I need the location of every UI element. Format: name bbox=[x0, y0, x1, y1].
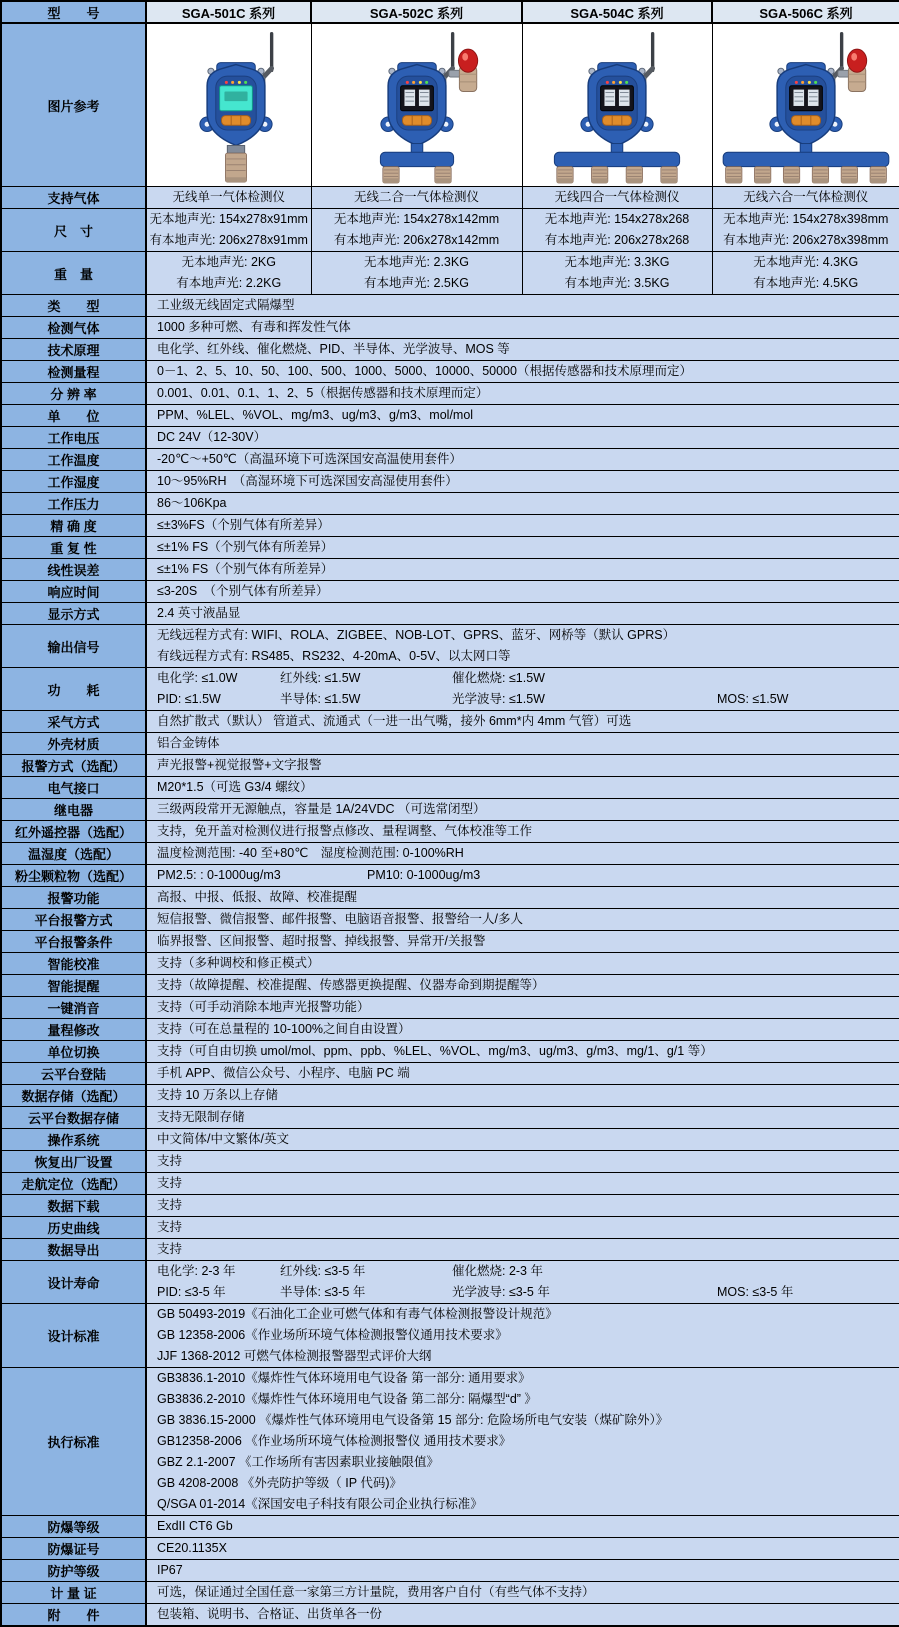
spec-cell bbox=[146, 471, 899, 493]
row-label: 计 量 证 bbox=[1, 1582, 146, 1604]
model-header-label: 型 号 bbox=[1, 1, 146, 23]
image-row bbox=[1, 23, 899, 187]
spec-cell bbox=[146, 493, 899, 515]
spec-cell bbox=[146, 733, 899, 755]
spec-text-line: IP67 bbox=[147, 1560, 899, 1581]
spec-text-line: 0－1、2、5、10、50、100、500、1000、5000、10000、50000（根据传感器和技术原理而定） bbox=[147, 361, 899, 382]
spec-text-line bbox=[147, 865, 899, 886]
spec-text-line bbox=[147, 1261, 899, 1282]
spec-row bbox=[1, 187, 899, 209]
spec-segment: PM10: 0-1000ug/m3 bbox=[367, 865, 480, 886]
spec-text-line: GB3836.2-2010《爆炸性气体环境用电气设备 第二部分: 隔爆型“d” 》 bbox=[147, 1389, 899, 1410]
row-label: 温湿度（选配） bbox=[1, 843, 146, 865]
spec-row bbox=[1, 295, 899, 317]
spec-segment: 光学波导: ≤3-5 年 bbox=[452, 1282, 717, 1303]
row-label: 分 辨 率 bbox=[1, 383, 146, 405]
spec-text-line: 有本地声光: 2.5KG bbox=[312, 273, 522, 294]
spec-row bbox=[1, 405, 899, 427]
row-label: 功 耗 bbox=[1, 668, 146, 711]
row-label: 云平台数据存储 bbox=[1, 1107, 146, 1129]
row-label: 重 量 bbox=[1, 252, 146, 295]
row-label: 报警方式（选配） bbox=[1, 755, 146, 777]
device-image-sga-504c bbox=[522, 23, 712, 187]
spec-text-line: ≤±1% FS（个别气体有所差异） bbox=[147, 537, 899, 558]
spec-cell bbox=[146, 559, 899, 581]
spec-cell bbox=[146, 668, 899, 711]
spec-cell bbox=[146, 317, 899, 339]
model-header-sga-504c: SGA-504C 系列 bbox=[522, 1, 712, 23]
spec-cell bbox=[522, 252, 712, 295]
spec-text-line: 无本地声光: 2KG bbox=[147, 252, 311, 273]
row-label: 工作湿度 bbox=[1, 471, 146, 493]
row-label: 电气接口 bbox=[1, 777, 146, 799]
spec-text-line bbox=[147, 689, 899, 710]
spec-row bbox=[1, 711, 899, 733]
spec-cell bbox=[146, 821, 899, 843]
spec-row bbox=[1, 1304, 899, 1368]
spec-text-line: GB 50493-2019《石油化工企业可燃气体和有毒气体检测报警设计规范》 bbox=[147, 1304, 899, 1325]
spec-cell bbox=[146, 1261, 899, 1304]
spec-row bbox=[1, 909, 899, 931]
spec-segment: PID: ≤3-5 年 bbox=[157, 1282, 280, 1303]
row-label: 数据导出 bbox=[1, 1239, 146, 1261]
spec-row bbox=[1, 449, 899, 471]
spec-text-line: ≤3-20S （个别气体有所差异） bbox=[147, 581, 899, 602]
spec-row bbox=[1, 887, 899, 909]
spec-cell bbox=[146, 361, 899, 383]
spec-cell bbox=[311, 209, 522, 252]
spec-text-line: 1000 多种可燃、有毒和挥发性气体 bbox=[147, 317, 899, 338]
spec-row bbox=[1, 427, 899, 449]
spec-cell bbox=[146, 209, 311, 252]
spec-cell bbox=[146, 1085, 899, 1107]
spec-segment: PM2.5: : 0-1000ug/m3 bbox=[157, 865, 367, 886]
spec-row bbox=[1, 821, 899, 843]
spec-segment: 红外线: ≤1.5W bbox=[280, 668, 452, 689]
spec-text-line: 有本地声光: 206x278x268 bbox=[523, 230, 712, 251]
row-label: 数据存储（选配） bbox=[1, 1085, 146, 1107]
spec-cell bbox=[146, 537, 899, 559]
spec-cell bbox=[146, 339, 899, 361]
row-label: 尺 寸 bbox=[1, 209, 146, 252]
spec-segment: 光学波导: ≤1.5W bbox=[452, 689, 717, 710]
spec-cell bbox=[146, 1582, 899, 1604]
spec-text-line: 铝合金铸体 bbox=[147, 733, 899, 754]
row-label: 单位切换 bbox=[1, 1041, 146, 1063]
spec-cell bbox=[712, 187, 899, 209]
spec-text-line: 自然扩散式（默认） 管道式、流通式（一进一出气嘴，接外 6mm*内 4mm 气管）可选 bbox=[147, 711, 899, 732]
model-header-sga-502c: SGA-502C 系列 bbox=[311, 1, 522, 23]
spec-row bbox=[1, 1582, 899, 1604]
row-label: 支持气体 bbox=[1, 187, 146, 209]
row-label: 精 确 度 bbox=[1, 515, 146, 537]
spec-row bbox=[1, 493, 899, 515]
spec-text-line: 支持（可在总量程的 10-100%之间自由设置） bbox=[147, 1019, 899, 1040]
spec-row bbox=[1, 1085, 899, 1107]
spec-row bbox=[1, 209, 899, 252]
row-label: 图片参考 bbox=[1, 23, 146, 187]
row-label: 报警功能 bbox=[1, 887, 146, 909]
spec-text-line: ExdII CT6 Gb bbox=[147, 1516, 899, 1537]
spec-cell bbox=[146, 1107, 899, 1129]
spec-row bbox=[1, 603, 899, 625]
row-label: 显示方式 bbox=[1, 603, 146, 625]
spec-cell bbox=[146, 295, 899, 317]
spec-cell bbox=[146, 187, 311, 209]
spec-text-line: 无线二合一气体检测仪 bbox=[312, 187, 522, 208]
spec-text-line: 支持（可自由切换 umol/mol、ppm、ppb、%LEL、%VOL、mg/m3、ug/m3、g/m3、mg/1、g/1 等） bbox=[147, 1041, 899, 1062]
spec-text-line: 支持 bbox=[147, 1151, 899, 1172]
spec-text-line: 支持 bbox=[147, 1217, 899, 1238]
spec-row bbox=[1, 1217, 899, 1239]
row-label: 历史曲线 bbox=[1, 1217, 146, 1239]
spec-text-line: ≤±1% FS（个别气体有所差异） bbox=[147, 559, 899, 580]
row-label: 工作压力 bbox=[1, 493, 146, 515]
spec-segment: MOS: ≤1.5W bbox=[717, 689, 788, 710]
spec-cell bbox=[146, 1239, 899, 1261]
row-label: 设计寿命 bbox=[1, 1261, 146, 1304]
row-label: 继电器 bbox=[1, 799, 146, 821]
spec-cell bbox=[522, 209, 712, 252]
model-header-row bbox=[1, 1, 899, 23]
spec-segment: 红外线: ≤3-5 年 bbox=[280, 1261, 452, 1282]
row-label: 量程修改 bbox=[1, 1019, 146, 1041]
row-label: 执行标准 bbox=[1, 1368, 146, 1516]
spec-cell bbox=[146, 865, 899, 887]
spec-text-line: PPM、%LEL、%VOL、mg/m3、ug/m3、g/m3、mol/mol bbox=[147, 405, 899, 426]
spec-text-line: 高报、中报、低报、故障、校准提醒 bbox=[147, 887, 899, 908]
spec-text-line: 无本地声光: 154x278x91mm bbox=[147, 209, 311, 230]
spec-segment: 半导体: ≤3-5 年 bbox=[280, 1282, 452, 1303]
row-label: 恢复出厂设置 bbox=[1, 1151, 146, 1173]
spec-row bbox=[1, 997, 899, 1019]
spec-cell bbox=[146, 1019, 899, 1041]
spec-text-line: 支持（故障提醒、校准提醒、传感器更换提醒、仪器寿命到期提醒等） bbox=[147, 975, 899, 996]
spec-text-line: JJF 1368-2012 可燃气体检测报警器型式评价大纲 bbox=[147, 1346, 899, 1367]
spec-text-line bbox=[147, 1282, 899, 1303]
spec-cell bbox=[146, 975, 899, 997]
row-label: 响应时间 bbox=[1, 581, 146, 603]
row-label: 平台报警条件 bbox=[1, 931, 146, 953]
spec-row bbox=[1, 1516, 899, 1538]
spec-segment: MOS: ≤3-5 年 bbox=[717, 1282, 793, 1303]
spec-row bbox=[1, 1368, 899, 1516]
spec-text-line: GBZ 2.1-2007 《工作场所有害因素职业接触限值》 bbox=[147, 1452, 899, 1473]
row-label: 平台报警方式 bbox=[1, 909, 146, 931]
spec-row bbox=[1, 953, 899, 975]
row-label: 单 位 bbox=[1, 405, 146, 427]
row-label: 粉尘颗粒物（选配） bbox=[1, 865, 146, 887]
spec-row bbox=[1, 361, 899, 383]
spec-cell bbox=[146, 777, 899, 799]
device-illustration-sga-502c bbox=[328, 96, 506, 113]
spec-text-line: Q/SGA 01-2014《深国安电子科技有限公司企业执行标准》 bbox=[147, 1494, 899, 1515]
spec-text-line: 无线远程方式有: WIFI、ROLA、ZIGBEE、NOB-LOT、GPRS、蓝牙、网桥等（默认 GPRS） bbox=[147, 625, 899, 646]
spec-text-line: GB 4208-2008 《外壳防护等级（ IP 代码)》 bbox=[147, 1473, 899, 1494]
spec-segment: PID: ≤1.5W bbox=[157, 689, 280, 710]
spec-cell bbox=[146, 383, 899, 405]
spec-cell bbox=[146, 755, 899, 777]
spec-text-line: 有线远程方式有: RS485、RS232、4-20mA、0-5V、以太网口等 bbox=[147, 646, 899, 667]
device-image-sga-502c bbox=[311, 23, 522, 187]
spec-text-line: GB3836.1-2010《爆炸性气体环境用电气设备 第一部分: 通用要求》 bbox=[147, 1368, 899, 1389]
spec-text-line: 声光报警+视觉报警+文字报警 bbox=[147, 755, 899, 776]
row-label: 工作温度 bbox=[1, 449, 146, 471]
spec-table-body bbox=[1, 23, 899, 1626]
row-label: 智能提醒 bbox=[1, 975, 146, 997]
spec-text-line: 支持 bbox=[147, 1173, 899, 1194]
spec-text-line: 有本地声光: 206x278x398mm bbox=[713, 230, 899, 251]
spec-cell bbox=[311, 252, 522, 295]
spec-text-line: 温度检测范围: -40 至+80℃ 湿度检测范围: 0-100%RH bbox=[147, 843, 899, 864]
spec-cell bbox=[146, 843, 899, 865]
spec-cell bbox=[146, 427, 899, 449]
spec-cell bbox=[522, 187, 712, 209]
spec-text-line: 临界报警、区间报警、超时报警、掉线报警、异常开/关报警 bbox=[147, 931, 899, 952]
spec-row bbox=[1, 975, 899, 997]
spec-text-line: 短信报警、微信报警、邮件报警、电脑语音报警、报警给一人/多人 bbox=[147, 909, 899, 930]
spec-row bbox=[1, 625, 899, 668]
row-label: 采气方式 bbox=[1, 711, 146, 733]
spec-text-line: ≤±3%FS（个别气体有所差异） bbox=[147, 515, 899, 536]
spec-text-line: 无本地声光: 3.3KG bbox=[523, 252, 712, 273]
spec-cell bbox=[146, 1195, 899, 1217]
spec-cell bbox=[146, 1129, 899, 1151]
spec-text-line: 无本地声光: 154x278x268 bbox=[523, 209, 712, 230]
row-label: 类 型 bbox=[1, 295, 146, 317]
spec-cell bbox=[712, 209, 899, 252]
spec-cell bbox=[146, 449, 899, 471]
row-label: 线性误差 bbox=[1, 559, 146, 581]
spec-cell bbox=[146, 1063, 899, 1085]
spec-row bbox=[1, 1560, 899, 1582]
row-label: 技术原理 bbox=[1, 339, 146, 361]
spec-row bbox=[1, 1538, 899, 1560]
spec-cell bbox=[146, 252, 311, 295]
spec-text-line: GB 3836.15-2000 《爆炸性气体环境用电气设备第 15 部分: 危险场所电气安装（煤矿除外）》 bbox=[147, 1410, 899, 1431]
row-label: 数据下载 bbox=[1, 1195, 146, 1217]
spec-text-line: 支持无限制存储 bbox=[147, 1107, 899, 1128]
spec-text-line: 有本地声光: 3.5KG bbox=[523, 273, 712, 294]
row-label: 红外遥控器（选配） bbox=[1, 821, 146, 843]
spec-text-line: 包装箱、说明书、合格证、出货单各一份 bbox=[147, 1604, 899, 1625]
spec-cell bbox=[146, 887, 899, 909]
spec-text-line: 无本地声光: 4.3KG bbox=[713, 252, 899, 273]
spec-row bbox=[1, 733, 899, 755]
row-label: 操作系统 bbox=[1, 1129, 146, 1151]
spec-text-line: 支持 10 万条以上存储 bbox=[147, 1085, 899, 1106]
spec-text-line: DC 24V（12-30V） bbox=[147, 427, 899, 448]
spec-row bbox=[1, 1604, 899, 1627]
spec-row bbox=[1, 559, 899, 581]
spec-cell bbox=[146, 1538, 899, 1560]
row-label: 外壳材质 bbox=[1, 733, 146, 755]
spec-cell bbox=[146, 625, 899, 668]
spec-text-line: 电化学、红外线、催化燃烧、PID、半导体、光学波导、MOS 等 bbox=[147, 339, 899, 360]
spec-row bbox=[1, 581, 899, 603]
spec-text-line: 支持，免开盖对检测仪进行报警点修改、量程调整、气体校准等工作 bbox=[147, 821, 899, 842]
spec-text-line: 无本地声光: 154x278x398mm bbox=[713, 209, 899, 230]
spec-cell bbox=[146, 997, 899, 1019]
spec-cell bbox=[311, 187, 522, 209]
spec-cell bbox=[146, 515, 899, 537]
row-label: 一键消音 bbox=[1, 997, 146, 1019]
spec-cell bbox=[146, 1217, 899, 1239]
spec-row bbox=[1, 1107, 899, 1129]
spec-row bbox=[1, 537, 899, 559]
spec-cell bbox=[146, 799, 899, 821]
spec-text-line: 无线单一气体检测仪 bbox=[147, 187, 311, 208]
row-label: 防护等级 bbox=[1, 1560, 146, 1582]
spec-text-line: 有本地声光: 2.2KG bbox=[147, 273, 311, 294]
spec-row bbox=[1, 1239, 899, 1261]
spec-text-line: 手机 APP、微信公众号、小程序、电脑 PC 端 bbox=[147, 1063, 899, 1084]
spec-segment: 电化学: 2-3 年 bbox=[157, 1261, 280, 1282]
spec-segment: 催化燃烧: 2-3 年 bbox=[452, 1261, 543, 1282]
spec-text-line: 支持（多种调校和修正模式） bbox=[147, 953, 899, 974]
spec-text-line: -20℃～+50℃（高温环境下可选深国安高温使用套件） bbox=[147, 449, 899, 470]
device-illustration-sga-506c bbox=[717, 96, 895, 113]
spec-row bbox=[1, 1063, 899, 1085]
spec-cell bbox=[146, 405, 899, 427]
spec-row bbox=[1, 471, 899, 493]
spec-cell bbox=[146, 1368, 899, 1516]
spec-cell bbox=[146, 1041, 899, 1063]
device-image-sga-501c bbox=[146, 23, 311, 187]
spec-text-line: M20*1.5（可选 G3/4 螺纹） bbox=[147, 777, 899, 798]
spec-text-line: 0.001、0.01、0.1、1、2、5（根据传感器和技术原理而定） bbox=[147, 383, 899, 404]
spec-row bbox=[1, 252, 899, 295]
spec-row bbox=[1, 931, 899, 953]
row-label: 输出信号 bbox=[1, 625, 146, 668]
row-label: 检测气体 bbox=[1, 317, 146, 339]
spec-cell bbox=[146, 581, 899, 603]
spec-row bbox=[1, 1151, 899, 1173]
spec-text-line: 无线六合一气体检测仪 bbox=[713, 187, 899, 208]
spec-segment: 半导体: ≤1.5W bbox=[280, 689, 452, 710]
spec-text-line: 无线四合一气体检测仪 bbox=[523, 187, 712, 208]
spec-row bbox=[1, 383, 899, 405]
row-label: 设计标准 bbox=[1, 1304, 146, 1368]
spec-row bbox=[1, 317, 899, 339]
spec-text-line: 支持（可手动消除本地声光报警功能） bbox=[147, 997, 899, 1018]
spec-cell bbox=[146, 1151, 899, 1173]
spec-row bbox=[1, 799, 899, 821]
spec-row bbox=[1, 1173, 899, 1195]
spec-row bbox=[1, 1195, 899, 1217]
spec-text-line: 86～106Kpa bbox=[147, 493, 899, 514]
spec-row bbox=[1, 1129, 899, 1151]
row-label: 附 件 bbox=[1, 1604, 146, 1627]
model-header-sga-506c: SGA-506C 系列 bbox=[712, 1, 899, 23]
spec-text-line: CE20.1135X bbox=[147, 1538, 899, 1559]
row-label: 走航定位（选配） bbox=[1, 1173, 146, 1195]
spec-cell bbox=[146, 1604, 899, 1627]
device-image-sga-506c bbox=[712, 23, 899, 187]
spec-text-line: 有本地声光: 4.5KG bbox=[713, 273, 899, 294]
spec-text-line: 中文简体/中文繁体/英文 bbox=[147, 1129, 899, 1150]
spec-text-line: 三级两段常开无源触点，容量是 1A/24VDC （可选常闭型） bbox=[147, 799, 899, 820]
spec-row bbox=[1, 843, 899, 865]
spec-text-line: GB 12358-2006《作业场所环境气体检测报警仪通用技术要求》 bbox=[147, 1325, 899, 1346]
spec-text-line bbox=[147, 668, 899, 689]
spec-cell bbox=[146, 603, 899, 625]
spec-text-line: 有本地声光: 206x278x91mm bbox=[147, 230, 311, 251]
spec-text-line: 2.4 英寸液晶显 bbox=[147, 603, 899, 624]
device-illustration-sga-501c bbox=[147, 96, 311, 113]
row-label: 重 复 性 bbox=[1, 537, 146, 559]
device-illustration-sga-504c bbox=[528, 96, 706, 113]
spec-cell bbox=[146, 953, 899, 975]
spec-segment: 电化学: ≤1.0W bbox=[157, 668, 280, 689]
spec-text-line: 有本地声光: 206x278x142mm bbox=[312, 230, 522, 251]
spec-cell bbox=[146, 1173, 899, 1195]
spec-cell bbox=[146, 909, 899, 931]
spec-text-line: 无本地声光: 154x278x142mm bbox=[312, 209, 522, 230]
row-label: 防爆等级 bbox=[1, 1516, 146, 1538]
spec-cell bbox=[146, 1516, 899, 1538]
row-label: 云平台登陆 bbox=[1, 1063, 146, 1085]
spec-text-line: 支持 bbox=[147, 1195, 899, 1216]
spec-row bbox=[1, 755, 899, 777]
spec-text-line: 可选，保证通过全国任意一家第三方计量院，费用客户自付（有些气体不支持） bbox=[147, 1582, 899, 1603]
spec-row bbox=[1, 1019, 899, 1041]
spec-row bbox=[1, 1261, 899, 1304]
row-label: 智能校准 bbox=[1, 953, 146, 975]
row-label: 工作电压 bbox=[1, 427, 146, 449]
model-header-sga-501c: SGA-501C 系列 bbox=[146, 1, 311, 23]
row-label: 检测量程 bbox=[1, 361, 146, 383]
spec-text-line: 无本地声光: 2.3KG bbox=[312, 252, 522, 273]
spec-row bbox=[1, 339, 899, 361]
spec-cell bbox=[146, 1560, 899, 1582]
spec-text-line: 10～95%RH （高湿环境下可选深国安高湿使用套件） bbox=[147, 471, 899, 492]
spec-cell bbox=[146, 931, 899, 953]
spec-row bbox=[1, 865, 899, 887]
spec-row bbox=[1, 515, 899, 537]
spec-cell bbox=[146, 711, 899, 733]
spec-cell bbox=[146, 1304, 899, 1368]
spec-row bbox=[1, 668, 899, 711]
spec-text-line: GB12358-2006 《作业场所环境气体检测报警仪 通用技术要求》 bbox=[147, 1431, 899, 1452]
row-label: 防爆证号 bbox=[1, 1538, 146, 1560]
spec-text-line: 支持 bbox=[147, 1239, 899, 1260]
spec-row bbox=[1, 1041, 899, 1063]
spec-row bbox=[1, 777, 899, 799]
spec-cell bbox=[712, 252, 899, 295]
spec-segment: 催化燃烧: ≤1.5W bbox=[452, 668, 545, 689]
spec-text-line: 工业级无线固定式隔爆型 bbox=[147, 295, 899, 316]
